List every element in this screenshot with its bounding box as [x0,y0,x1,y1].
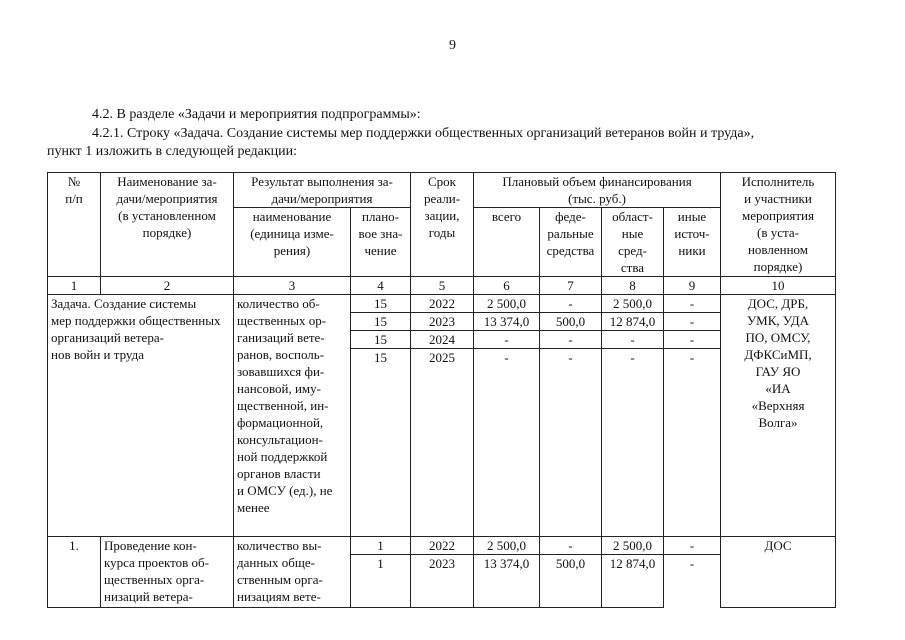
column-index: 6 [474,277,540,295]
item-total: 2 500,0 [474,537,540,555]
header-regional: област- ные сред- ства [602,208,664,277]
paragraph-continuation: пункт 1 изложить в следующей редакции: [47,144,297,159]
task-result-name: количество об- щественных ор- ганизаций вете- ранов, восполь- зовавшихся фи- нансовой, иму- щественной, ин- формационной, консультацион- ной поддержкой органов власти и ОМСУ (ед.), не менее [234,295,351,537]
column-index-row [48,277,836,295]
item-other: - [664,537,721,555]
task-value: 15 [351,313,411,331]
task-name: Задача. Создание системы мер поддержки общественных организаций ветера- нов войн и труда [48,295,234,537]
page-number: 9 [449,38,456,53]
task-total: 13 374,0 [474,313,540,331]
task-federal: 500,0 [540,313,602,331]
task-total: - [474,349,540,537]
item-row [48,537,836,555]
task-total: - [474,331,540,349]
item-num: 1. [48,537,101,608]
item-value: 1 [351,555,411,608]
column-index: 1 [48,277,101,295]
paragraph-section: 4.2. В разделе «Задачи и мероприятия подпрограммы»: [92,107,421,122]
task-value: 15 [351,349,411,537]
task-year: 2024 [411,331,474,349]
task-executor: ДОС, ДРБ, УМК, УДА ПО, ОМСУ, ДФКСиМП, ГАУ ЯО «ИА «Верхняя Волга» [721,295,836,537]
header-term: Срок реали- зации, годы [411,173,474,277]
header-name: Наименование за- дачи/мероприятия (в установленном порядке) [101,173,234,277]
task-federal: - [540,295,602,313]
item-year: 2022 [411,537,474,555]
column-index: 7 [540,277,602,295]
task-year: 2023 [411,313,474,331]
header-num: № п/п [48,173,101,277]
item-other: - [664,555,721,608]
task-other: - [664,331,721,349]
program-table [47,172,836,608]
task-year: 2022 [411,295,474,313]
task-regional: 2 500,0 [602,295,664,313]
item-federal: - [540,537,602,555]
header-total: всего [474,208,540,277]
task-other: - [664,313,721,331]
task-value: 15 [351,331,411,349]
task-regional: - [602,349,664,537]
column-index: 10 [721,277,836,295]
item-result-name: количество вы- данных обще- ственным орга- низациям вете- [234,537,351,608]
column-index: 3 [234,277,351,295]
item-regional: 2 500,0 [602,537,664,555]
task-federal: - [540,331,602,349]
item-value: 1 [351,537,411,555]
column-index: 2 [101,277,234,295]
item-year: 2023 [411,555,474,608]
task-regional: - [602,331,664,349]
column-index: 8 [602,277,664,295]
column-index: 9 [664,277,721,295]
item-name: Проведение кон- курса проектов об- щественных орга- низаций ветера- [101,537,234,608]
item-executor: ДОС [721,537,836,608]
column-index: 5 [411,277,474,295]
header-executor: Исполнитель и участники мероприятия (в уста- новленном порядке) [721,173,836,277]
task-regional: 12 874,0 [602,313,664,331]
header-result-value: плано- вое зна- чение [351,208,411,277]
header-other: иные источ- ники [664,208,721,277]
task-other: - [664,349,721,537]
item-regional: 12 874,0 [602,555,664,608]
header-federal: феде- ральные средства [540,208,602,277]
header-funding: Плановый объем финансирования (тыс. руб.) [474,173,721,208]
task-year: 2025 [411,349,474,537]
task-total: 2 500,0 [474,295,540,313]
item-federal: 500,0 [540,555,602,608]
task-value: 15 [351,295,411,313]
header-result: Результат выполнения за- дачи/мероприятия [234,173,411,208]
item-total: 13 374,0 [474,555,540,608]
column-index: 4 [351,277,411,295]
paragraph-subsection: 4.2.1. Строку «Задача. Создание системы мер поддержки общественных организаций ветеранов войн и труда», [92,126,755,141]
task-other: - [664,295,721,313]
task-federal: - [540,349,602,537]
header-result-name: наименование (единица изме- рения) [234,208,351,277]
task-row [48,295,836,313]
header-row-1 [48,173,836,208]
